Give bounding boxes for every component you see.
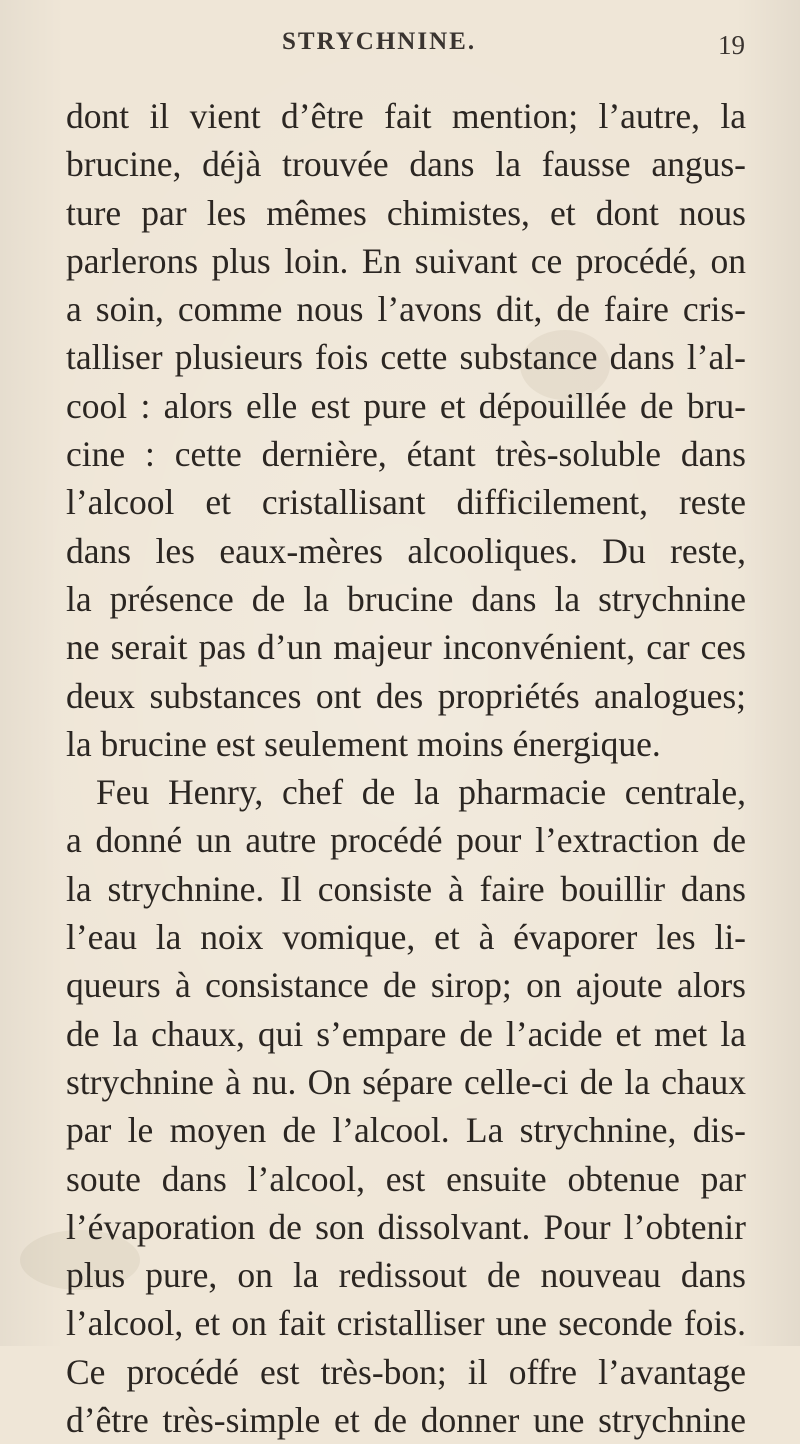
text-line: plus pure, on la redissout de nouveau dans — [66, 1255, 746, 1296]
text-line: dont il vient d’être fait mention; l’autre, la — [66, 96, 746, 136]
body-text — [66, 92, 746, 1444]
text-line: Ce procédé est très-bon; il offre l’avantage — [66, 1351, 746, 1392]
text-line: a soin, comme nous l’avons dit, de faire cris- — [66, 289, 746, 330]
text-line: brucine, déjà trouvée dans la fausse angus- — [66, 144, 746, 185]
text-line: la présence de la brucine dans la strychnine — [66, 578, 746, 619]
text-line: ture par les mêmes chimistes, et dont nous — [66, 192, 746, 233]
running-head — [0, 22, 800, 62]
text-line: talliser plusieurs fois cette substance dans l’al- — [66, 337, 746, 378]
text-line: cool : alors elle est pure et dépouillée de bru- — [66, 385, 746, 426]
text-line: queurs à consistance de sirop; on ajoute alors — [66, 965, 746, 1006]
text-line: soute dans l’alcool, est ensuite obtenue par — [66, 1158, 746, 1199]
text-line: parlerons plus loin. En suivant ce procédé, on — [66, 240, 746, 281]
text-line: a donné un autre procédé pour l’extraction de — [66, 820, 746, 861]
text-line: de la chaux, qui s’empare de l’acide et met la — [66, 1013, 746, 1054]
text-line: la brucine est seulement moins énergique. — [66, 723, 661, 764]
running-title: STRYCHNINE. — [282, 28, 477, 55]
text-line: l’évaporation de son dissolvant. Pour l’obtenir — [66, 1206, 746, 1247]
text-line: l’eau la noix vomique, et à évaporer les li- — [66, 917, 746, 958]
text-line: l’alcool, et on fait cristalliser une seconde fois. — [66, 1303, 746, 1344]
text-line: l’alcool et cristallisant difficilement, reste — [66, 482, 746, 523]
text-line: strychnine à nu. On sépare celle-ci de la chaux — [66, 1061, 746, 1102]
text-line: cine : cette dernière, étant très-soluble dans — [66, 434, 746, 475]
text-line: deux substances ont des propriétés analogues; — [66, 675, 746, 716]
text-line: par le moyen de l’alcool. La strychnine, dis- — [66, 1110, 746, 1151]
text-line: ne serait pas d’un majeur inconvénient, car ces — [66, 627, 746, 668]
page-number: 19 — [718, 30, 745, 60]
text-line: la strychnine. Il consiste à faire bouillir dans — [66, 868, 746, 909]
text-line: dans les eaux-mères alcooliques. Du reste, — [66, 530, 746, 571]
text-line: Feu Henry, chef de la pharmacie centrale, — [96, 772, 746, 813]
text-line: d’être très-simple et de donner une strychnine — [66, 1400, 746, 1441]
